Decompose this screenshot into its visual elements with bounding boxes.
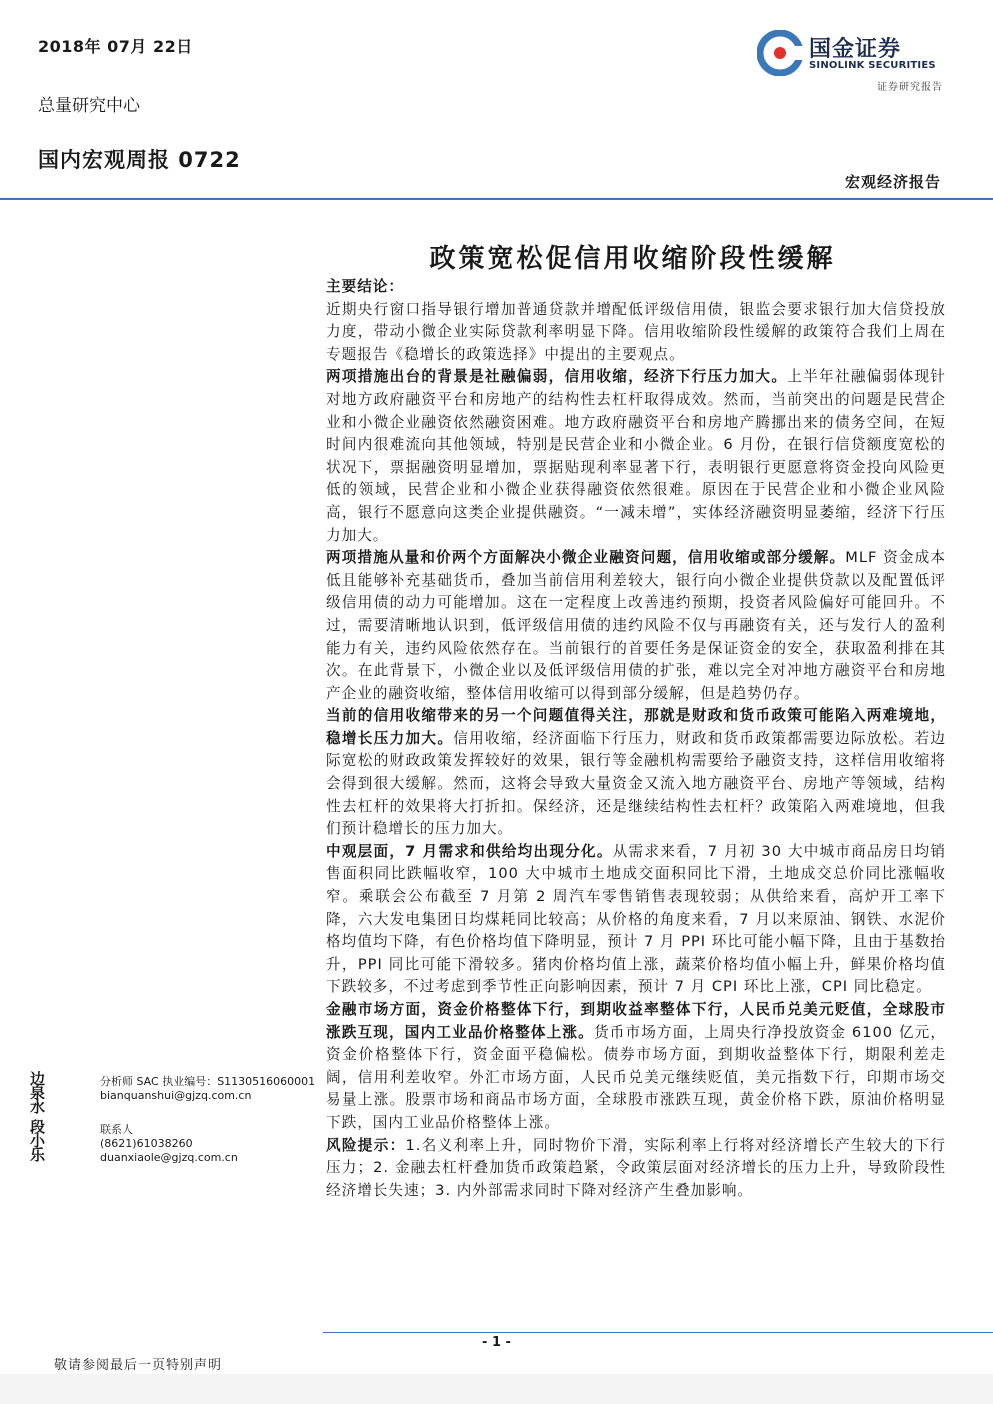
paragraph-meso: 中观层面，7 月需求和供给均出现分化。从需求来看，7 月初 30 大中城市商品房日均销售面积同比跌幅收窄，100 大中城市土地成交面积同比下滑，土地成交总价同比涨幅收窄。乘联会公布截至 7 月第 2 周汽车零售销售表现较弱；从供给来看，高炉开工率下降，六大发电集团日均煤耗同比较高；从价格的角度来看，7 月以来原油、钢铁、水泥价格均值均下降，有色价格均值下降明显，预计 7 月 PPI 环比可能小幅下降，且由于基数抬升，PPI 同比可能下滑较多。猪肉价格均值上涨，蔬菜价格均值小幅上升，鲜果价格均值下跌较多，不过考虑到季节性正向影响因素，预计 7 月 CPI 环比上涨，CPI 同比稳定。 (326, 842, 946, 996)
contact-phone: (8621)61038260 (100, 1137, 193, 1150)
footer-bar (0, 1374, 993, 1404)
paragraph-dilemma: 当前的信用收缩带来的另一个问题值得关注，那就是财政和货币政策可能陷入两难境地，稳增长压力加大。信用收缩，经济面临下行压力，财政和货币政策都需要边际放松。若边际宽松的财政政策发挥较好的效果，银行等金融机构需要给予融资支持，这样信用收缩将会得到很大缓解。然而，这将会导致大量资金又流入地方融资平台、房地产等领域，结构性去杠杆的效果将大打折扣。保经济，还是继续结构性去杠杆？政策陷入两难境地，但我们预计稳增长的压力加大。 (326, 707, 946, 838)
report-title: 国内宏观周报 0722 (38, 148, 241, 172)
paragraph-financial-market: 金融市场方面，资金价格整体下行，到期收益率整体下行，人民币兑美元贬值，全球股市涨跌互现，国内工业品价格整体上涨。货币市场方面，上周央行净投放资金 6100 亿元，资金价格整体下行，资金面平稳偏松。债券市场方面，到期收益整体下行，期限利差走阔，信用利差收窄。外汇市场方面，人民币兑美元继续贬值，美元指数下行，印期市场交易量上涨。股票市场和商品市场方面，全球股市涨跌互现，黄金价格下跌，原油价格明显下跌，国内工业品价格整体上涨。 (326, 1001, 946, 1131)
disclaimer: 敬请参阅最后一页特别声明 (54, 1358, 223, 1373)
header-divider (0, 198, 993, 200)
page-number: - 1 - (482, 1335, 511, 1350)
logo-subtitle: 证券研究报告 (877, 82, 943, 93)
contact-info (100, 1123, 238, 1165)
report-date: 2018年 07月 22日 (38, 37, 193, 56)
paragraph-measures: 两项措施从量和价两个方面解决小微企业融资问题，信用收缩或部分缓解。MLF 资金成本低且能够补充基础货币，叠加当前信用利差较大，银行向小微企业提供贷款以及配置低评级信用债的动力可能增加。这在一定程度上改善违约预期，投资者风险偏好可能回升。不过，需要清晰地认识到，低评级信用债的违约风险不仅与再融资有关，还与发行人的盈利能力有关，违约风险依然存在。当前银行的首要任务是保证资金的安全，获取盈利排在其次。在此背景下，小微企业以及低评级信用债的扩张，难以完全对冲地方融资平台和房地产企业的融资收缩，整体信用收缩可以得到部分缓解，但是趋势仍存。 (326, 549, 946, 702)
analyst-name: 边泉水 (30, 1070, 47, 1116)
paragraph-intro: 近期央行窗口指导银行增加普通贷款并增配低评级信用债，银监会要求银行加大信贷投放力度，带动小微企业实际贷款利率明显下降。信用收缩阶段性缓解的政策符合我们上周在专题报告《稳增长的政策选择》中提出的主要观点。 (326, 300, 946, 363)
logo-english-name: SINOLINK SECURITIES (809, 60, 936, 71)
analyst-email[interactable]: bianquanshui@gjzq.com.cn (100, 1089, 252, 1102)
analyst-info (100, 1075, 315, 1103)
logo-mark-icon (757, 30, 803, 76)
analyst-sac: 分析师 SAC 执业编号：S1130516060001 (100, 1075, 316, 1088)
contact-email[interactable]: duanxiaole@gjzq.com.cn (100, 1151, 238, 1164)
report-body (326, 276, 946, 1202)
footer-divider (323, 1332, 993, 1333)
contact-name: 段小乐 (30, 1118, 47, 1164)
logo-chinese-name: 国金证券 (809, 37, 902, 62)
paragraph-background: 两项措施出台的背景是社融偏弱，信用收缩，经济下行压力加大。上半年社融偏弱体现针对地方政府融资平台和房地产的结构性去杠杆取得成效。然而，当前突出的问题是民营企业和小微企业融资依然融资困难。地方政府融资平台和房地产腾挪出来的债务空间，在短时间内很难流向其他领域，特别是民营企业和小微企业。6 月份，在银行信贷额度宽松的状况下，票据融资明显增加，票据贴现利率显著下行，表明银行更愿意将资金投向风险更低的领域，民营企业和小微企业获得融资依然很难。原因在于民营企业和小微企业风险高，银行不愿意向这类企业提供融资。“一减未增”，实体经济融资明显萎缩，经济下行压力加大。 (326, 368, 946, 544)
report-type: 宏观经济报告 (844, 173, 941, 191)
headline: 政策宽松促信用收缩阶段性缓解 (429, 244, 836, 274)
paragraph-risk: 风险提示：1.名义利率上升，同时物价下滑，实际利率上行将对经济增长产生较大的下行压力；2. 金融去杠杆叠加货币政策趋紧，令政策层面对经济增长的压力上升，导致阶段性经济增长失速；3. 内外部需求同时下降对经济产生叠加影响。 (326, 1136, 946, 1199)
paragraph-conclusion-heading: 主要结论： (326, 278, 404, 295)
contact-role: 联系人 (100, 1123, 133, 1136)
department-name: 总量研究中心 (38, 96, 140, 116)
